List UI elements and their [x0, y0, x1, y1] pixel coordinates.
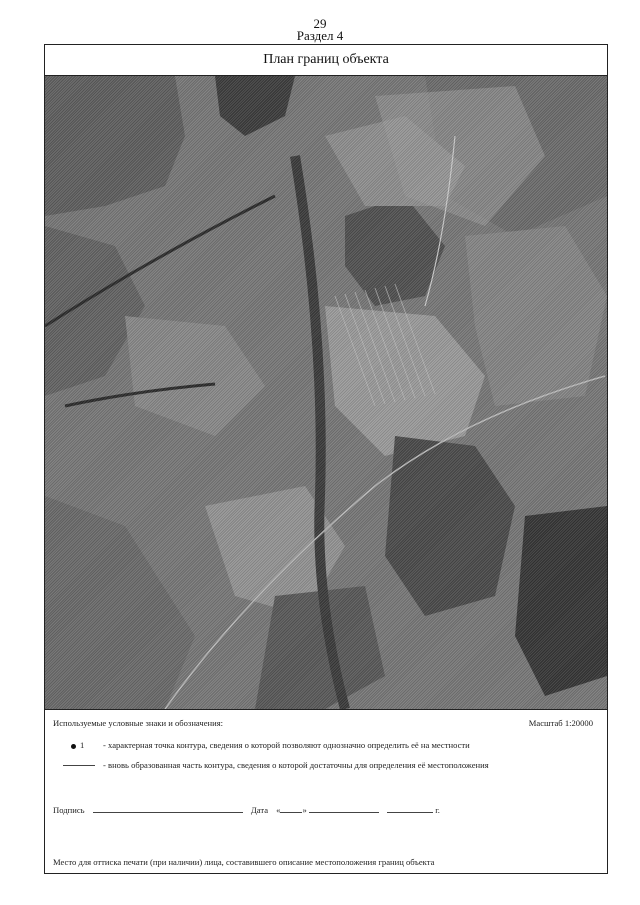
- plan-frame: [44, 44, 608, 874]
- map-scale: Масштаб 1:20000: [528, 718, 593, 728]
- date-label: Дата: [250, 805, 269, 815]
- signature-label: Подпись: [53, 805, 85, 815]
- plan-title: План границ объекта: [45, 45, 607, 76]
- contour-line-icon: [63, 765, 95, 766]
- line-description: - вновь образованная часть контура, сведения о которой достаточны для определения её местоположения: [103, 760, 489, 770]
- point-number: 1: [80, 740, 85, 750]
- stamp-placeholder: Место для оттиска печати (при наличии) лица, составившего описание местоположения границ объекта: [53, 857, 435, 867]
- section-title: Раздел 4: [296, 28, 344, 43]
- signature-row: [53, 804, 593, 815]
- year-suffix: г.: [435, 805, 440, 815]
- map-texture: [45, 76, 607, 709]
- date-day-field[interactable]: [280, 804, 302, 813]
- date-month-field[interactable]: [309, 804, 379, 813]
- legend-title: Используемые условные знаки и обозначения:: [53, 718, 224, 728]
- aerial-map: [45, 76, 607, 710]
- date-year-field[interactable]: [387, 804, 433, 813]
- date-quote-close: »: [302, 805, 307, 815]
- page-number: 29: [313, 16, 327, 31]
- point-description: - характерная точка контура, сведения о которой позволяют однозначно определить её на местности: [103, 740, 470, 750]
- date-quote-open: «: [276, 805, 281, 815]
- boundary-point-icon: [71, 744, 76, 749]
- signature-field[interactable]: [93, 804, 243, 813]
